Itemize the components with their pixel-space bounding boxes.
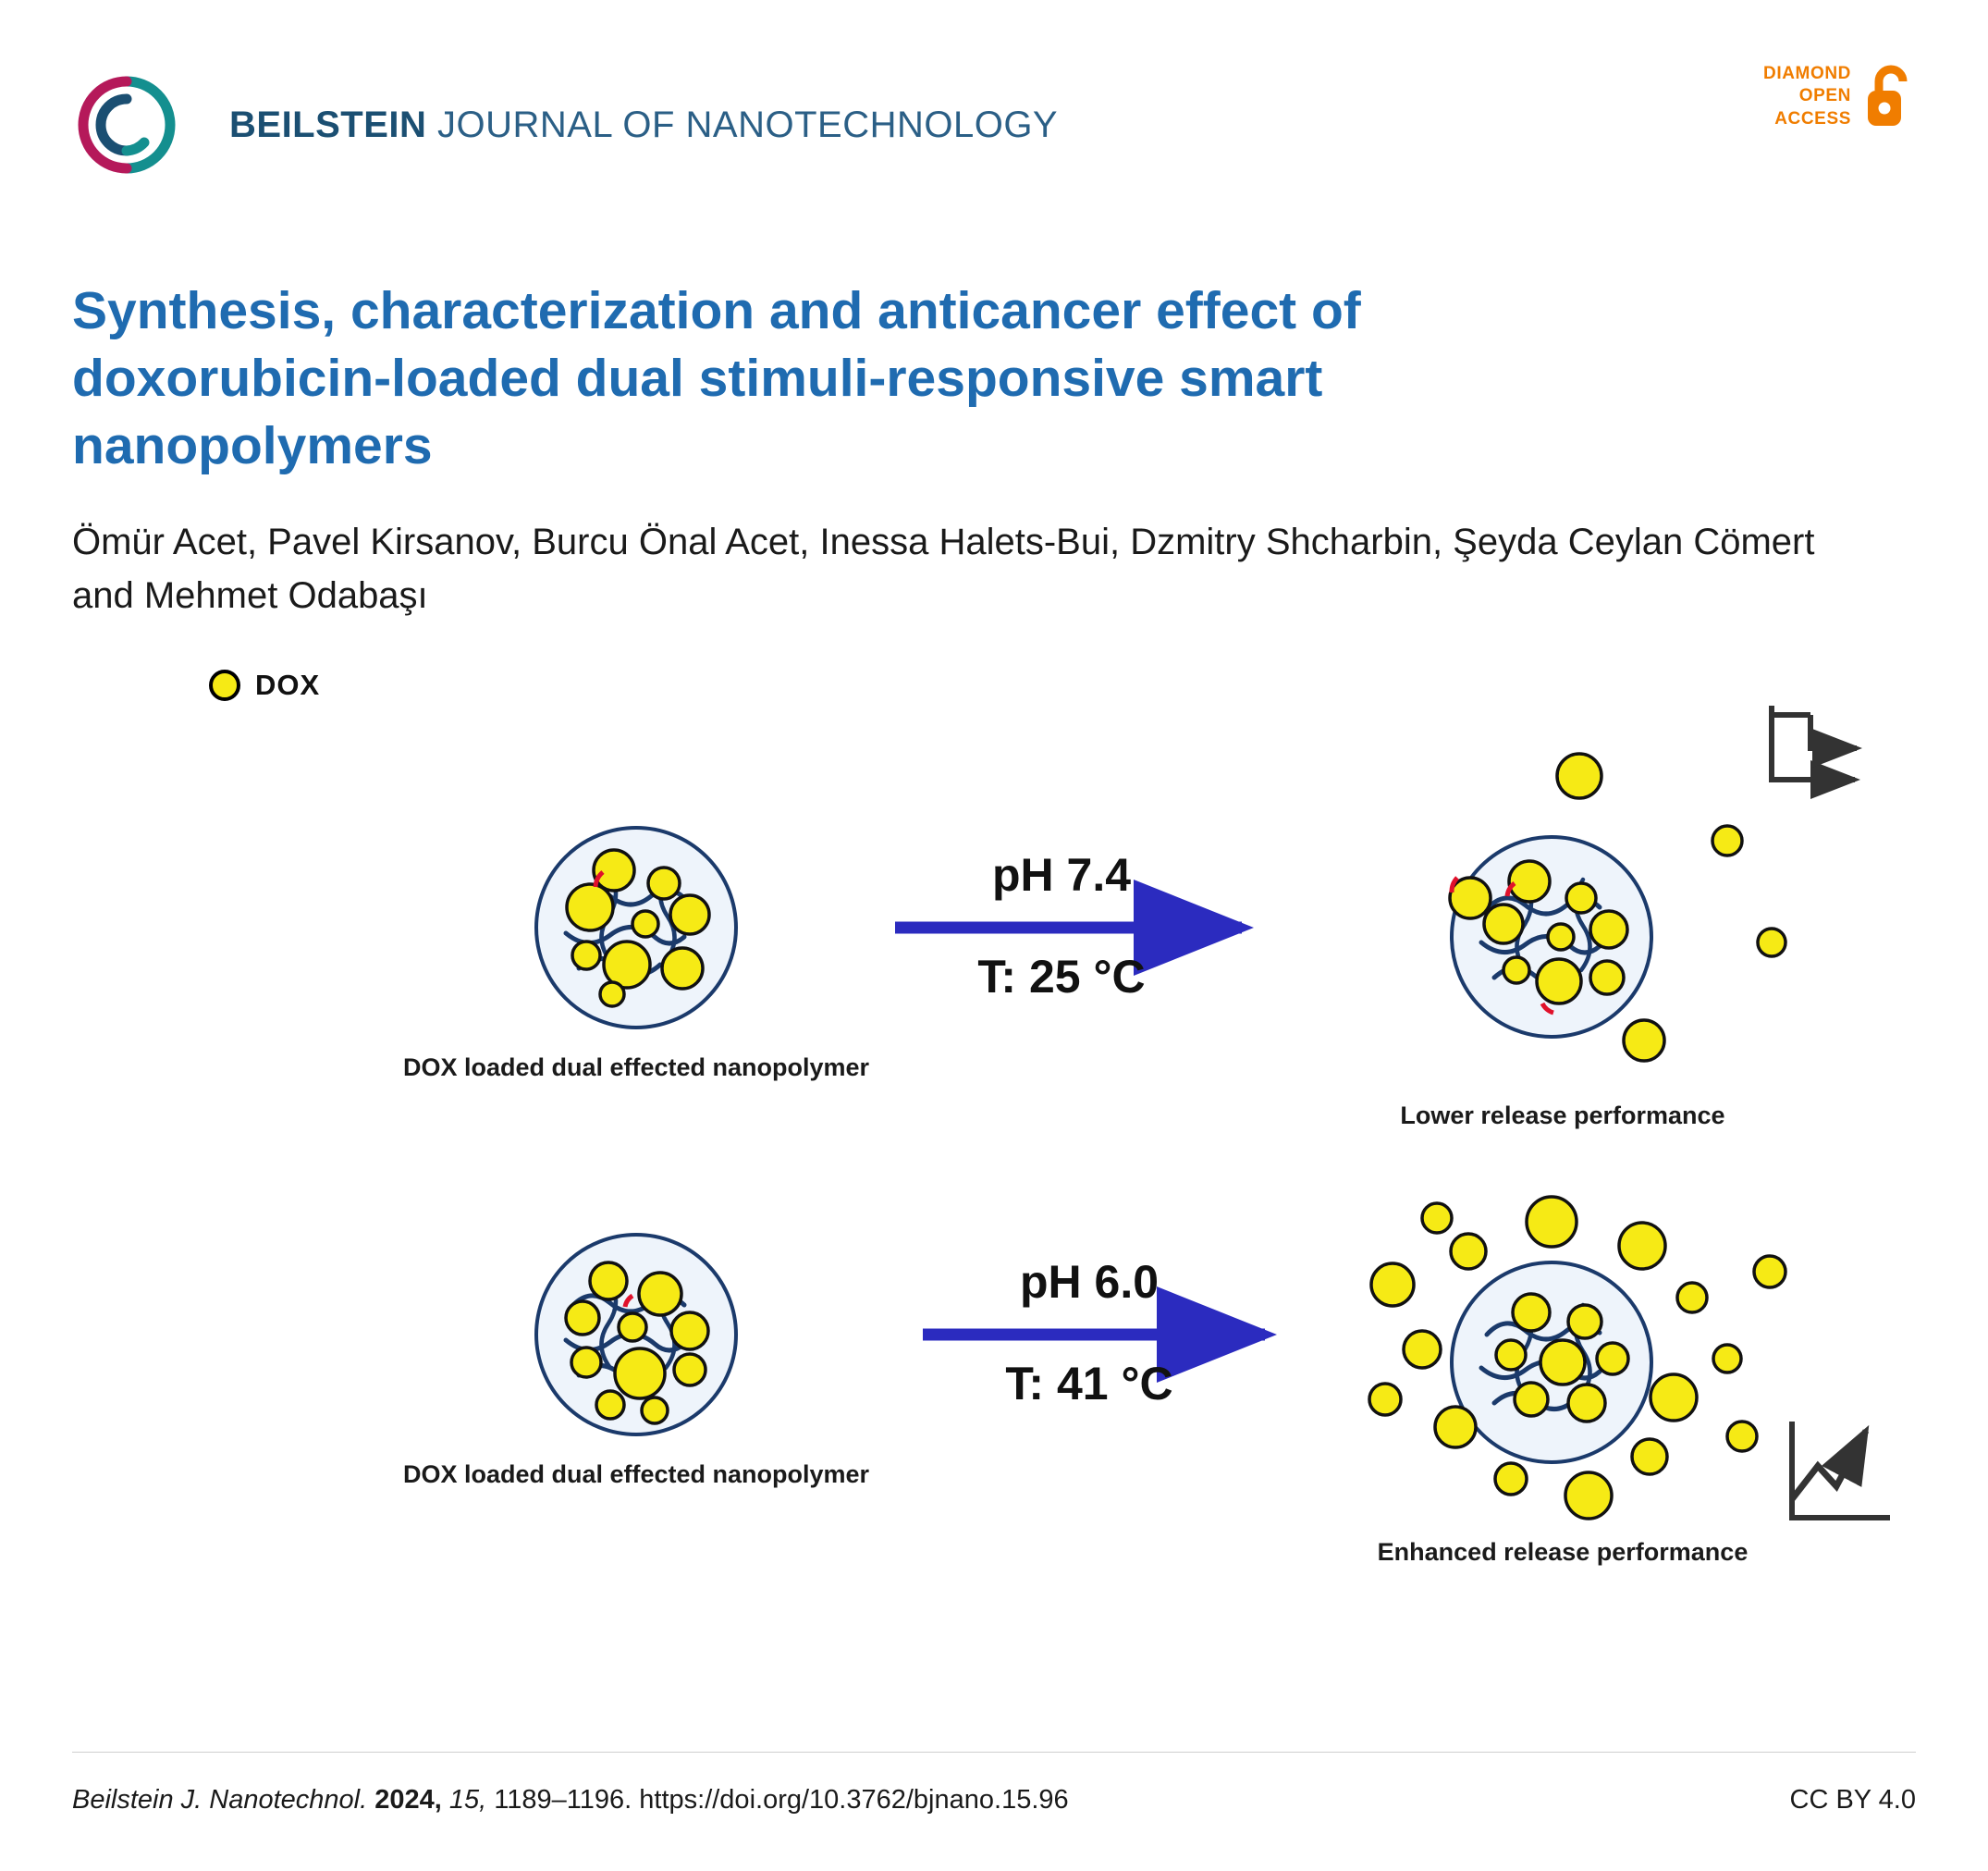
condition-ph-ph74: pH 7.4 (991, 849, 1132, 902)
page-title: Synthesis, characterization and anticancer effect of doxorubicin-loaded dual stimuli-responsive smart nanopolymers (72, 281, 1361, 475)
footer (72, 1785, 1916, 1816)
author-list: Ömür Acet, Pavel Kirsanov, Burcu Önal Acet, Inessa Halets-Bui, Dzmitry Shcharbin, Şeyda Ceylan Cömert and Mehmet Odabaşı (72, 522, 1815, 617)
journal-title-bold: BEILSTEIN (229, 104, 427, 145)
citation-doi[interactable]: https://doi.org/10.3762/bjnano.15.96 (639, 1785, 1069, 1815)
footer-divider (72, 1752, 1916, 1753)
license-label: CC BY 4.0 (1789, 1785, 1916, 1815)
nanopolymer-loaded-ph74 (536, 828, 736, 1028)
open-lock-icon (1864, 63, 1916, 129)
legend-label: DOX (255, 669, 321, 702)
beilstein-spiral-logo (72, 70, 181, 179)
open-access-line3: ACCESS (1774, 108, 1851, 129)
condition-ph-ph60: pH 6.0 (1019, 1256, 1160, 1309)
nanopolymer-released-ph60 (1369, 1197, 1786, 1519)
condition-temp-ph74: T: 25 °C (977, 951, 1146, 1003)
journal-title (229, 105, 1058, 146)
figure-canvas (72, 659, 1916, 1640)
flat-line-chart-icon-ph74 (1772, 706, 1857, 780)
citation-journal: Beilstein J. Nanotechnol. (72, 1785, 368, 1815)
citation (72, 1785, 1069, 1816)
citation-volume: 15, (448, 1785, 487, 1815)
open-access-line1: DIAMOND (1763, 64, 1851, 83)
figure-row-ph74 (403, 706, 1857, 1129)
citation-year: 2024, (374, 1785, 442, 1815)
citation-pages: 1189–1196. (494, 1785, 632, 1815)
journal-title-rest: JOURNAL OF NANOTECHNOLOGY (426, 104, 1059, 145)
condition-temp-ph60: T: 41 °C (1005, 1358, 1173, 1410)
masthead (72, 0, 1916, 194)
caption-left-ph60: DOX loaded dual effected nanopolymer (402, 1460, 870, 1489)
open-access-line2: OPEN (1798, 86, 1851, 106)
rising-line-chart-icon-ph60 (1792, 1422, 1890, 1518)
caption-right-ph74: Lower release performance (1400, 1102, 1725, 1130)
caption-right-ph60: Enhanced release performance (1377, 1538, 1749, 1567)
caption-left-ph74: DOX loaded dual effected nanopolymer (402, 1053, 870, 1082)
nanopolymer-released-ph74 (1450, 754, 1786, 1061)
nanopolymer-loaded-ph60 (536, 1235, 736, 1434)
figure-row-ph60 (403, 1197, 1890, 1566)
open-access-text (1763, 63, 1851, 130)
open-access-badge (1763, 63, 1916, 130)
graphical-abstract (72, 659, 1916, 1640)
